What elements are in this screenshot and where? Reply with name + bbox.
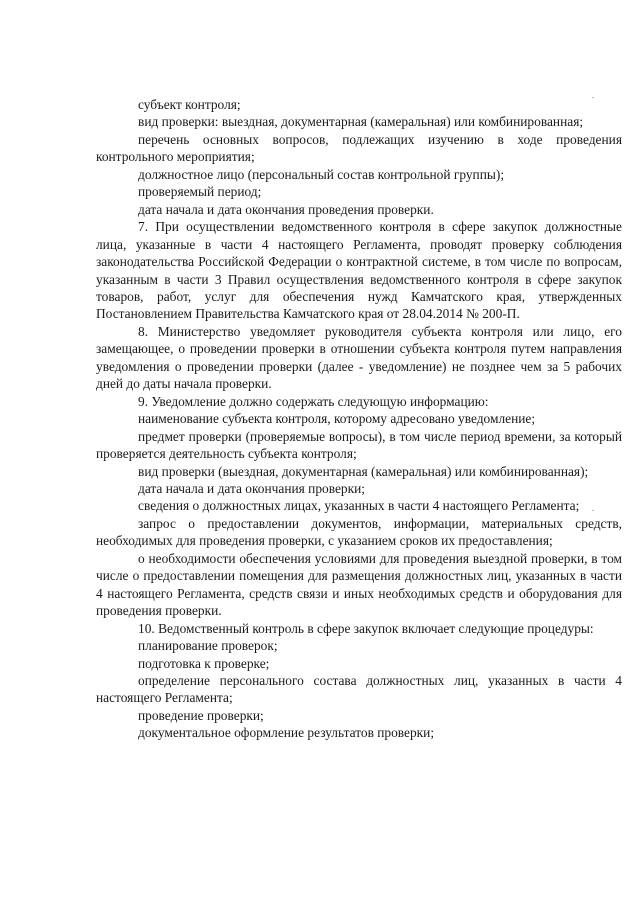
paragraph: проверяемый период;	[138, 184, 262, 200]
paragraph: субъект контроля;	[138, 97, 241, 112]
paragraph: перечень основных вопросов, подлежащих изучению в ходе проведения контрольного мероприятия;	[96, 131, 622, 165]
paragraph: о необходимости обеспечения условиями для проведения выездной проверки, в том числе о предоставлении помещения для размещения должностных лиц, указанных в части 4 настоящего Регламента, средств связи и иных необходимых средств и оборудования для проведения проверки.	[96, 550, 622, 619]
paragraph: дата начала и дата окончания проверки;	[138, 480, 366, 496]
paragraph: вид проверки: выездная, документарная (камеральная) или комбинированная;	[138, 114, 584, 130]
document-body	[96, 96, 622, 742]
paragraph: 10. Ведомственный контроль в сфере закупок включает следующие процедуры:	[138, 620, 594, 636]
paragraph: 7. При осуществлении ведомственного контроля в сфере закупок должностные лица, указанные в части 4 настоящего Регламента, проводят проверку соблюдения законодательства Российской Федерации о контрактной системе, в том числе по вопросам, указанным в части 3 Правил осуществления ведомственного контроля в сфере закупок товаров, работ, услуг для обеспечения нужд Камчатского края, утвержденных Постановлением Правительства Камчатского края от 28.04.2014 № 200-П.	[96, 219, 622, 322]
paragraph: документальное оформление результатов проверки;	[138, 725, 435, 741]
paragraph: планирование проверок;	[138, 638, 278, 654]
paragraph: предмет проверки (проверяемые вопросы), в том числе период времени, за который проверяется деятельность субъекта контроля;	[96, 428, 622, 462]
paragraph: запрос о предоставлении документов, информации, материальных средств, необходимых для проведения проверки, с указанием сроков их предоставления;	[96, 515, 622, 549]
paragraph: сведения о должностных лицах, указанных в части 4 настоящего Регламента;	[138, 498, 580, 514]
paragraph: проведение проверки;	[138, 707, 264, 723]
paragraph: наименование субъекта контроля, которому адресовано уведомление;	[138, 411, 536, 427]
paragraph: 9. Уведомление должно содержать следующую информацию:	[138, 393, 489, 409]
paragraph: подготовка к проверке;	[138, 655, 270, 671]
paragraph: дата начала и дата окончания проведения проверки.	[138, 201, 434, 217]
paragraph: вид проверки (выездная, документарная (камеральная) или комбинированная);	[138, 463, 589, 479]
paragraph: определение персонального состава должностных лиц, указанных в части 4 настоящего Регламента;	[96, 672, 622, 706]
paragraph: должностное лицо (персональный состав контрольной группы);	[138, 166, 505, 182]
paragraph: 8. Министерство уведомляет руководителя субъекта контроля или лицо, его замещающее, о проведении проверки в отношении субъекта контроля путем направления уведомления о проведении проверки (далее - уведомление) не позднее чем за 5 рабочих дней до даты начала проверки.	[96, 323, 622, 392]
